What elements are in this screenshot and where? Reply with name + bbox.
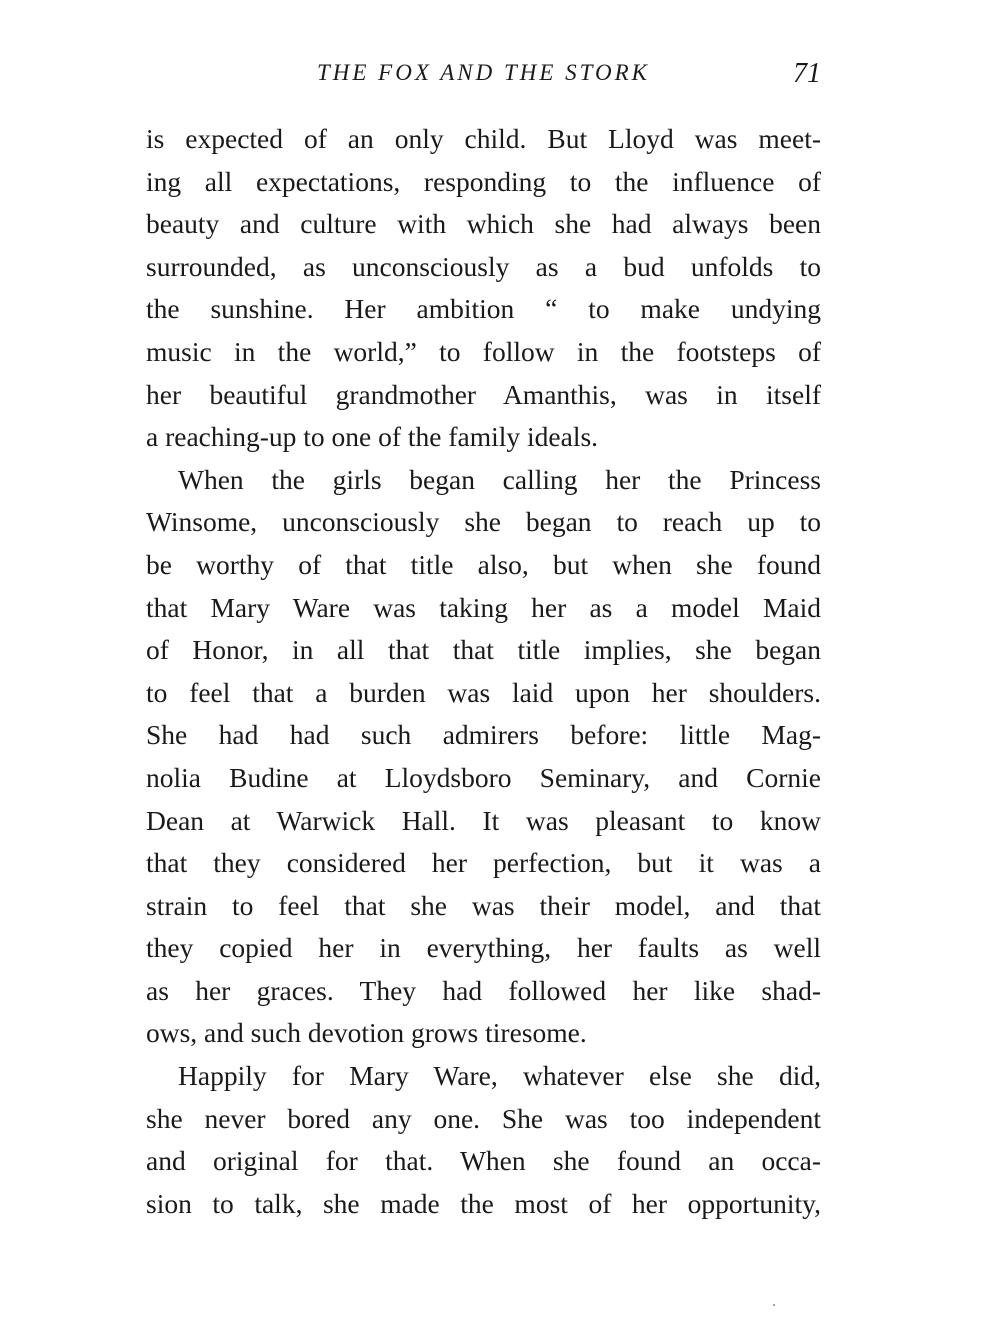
- text-line: the sunshine. Her ambition “ to make undying: [146, 293, 821, 325]
- scan-speck: [773, 1304, 775, 1306]
- text-line: She had had such admirers before: little Mag-: [146, 719, 821, 751]
- paragraph-3: [146, 1055, 821, 1225]
- text-line: her beautiful grandmother Amanthis, was in itself: [146, 378, 821, 410]
- body-text: [146, 118, 821, 1225]
- text-line: to feel that a burden was laid upon her shoulders.: [146, 676, 821, 708]
- text-line: and original for that. When she found an occa-: [146, 1145, 821, 1177]
- text-line: ing all expectations, responding to the influence of: [146, 165, 821, 197]
- text-line: as her graces. They had followed her like shad-: [146, 974, 821, 1006]
- text-line: Dean at Warwick Hall. It was pleasant to know: [146, 804, 821, 836]
- running-head: [146, 58, 821, 98]
- text-line: sion to talk, she made the most of her opportunity,: [146, 1187, 821, 1219]
- text-line: a reaching-up to one of the family ideals.: [146, 421, 599, 453]
- text-line: strain to feel that she was their model, and that: [146, 889, 821, 921]
- text-line: Happily for Mary Ware, whatever else she did,: [178, 1060, 821, 1092]
- text-line: she never bored any one. She was too independent: [146, 1102, 821, 1134]
- running-title: THE FOX AND THE STORK: [316, 60, 651, 85]
- text-line: ows, and such devotion grows tiresome.: [146, 1017, 587, 1049]
- text-line: nolia Budine at Lloydsboro Seminary, and Cornie: [146, 761, 821, 793]
- text-line: that Mary Ware was taking her as a model Maid: [146, 591, 821, 623]
- text-line: is expected of an only child. But Lloyd was meet-: [146, 123, 821, 154]
- text-line: that they considered her perfection, but it was a: [146, 847, 821, 879]
- text-line: beauty and culture with which she had always been: [146, 208, 821, 240]
- text-line: of Honor, in all that that title implies, she began: [146, 634, 821, 666]
- text-line: When the girls began calling her the Princess: [178, 463, 821, 495]
- page-number: 71: [793, 58, 821, 89]
- text-line: they copied her in everything, her faults as well: [146, 932, 821, 964]
- text-line: music in the world,” to follow in the footsteps of: [146, 335, 821, 367]
- text-line: Winsome, unconsciously she began to reach up to: [146, 506, 821, 538]
- text-line: surrounded, as unconsciously as a bud unfolds to: [146, 250, 821, 282]
- text-line: be worthy of that title also, but when she found: [146, 548, 821, 580]
- paragraph-1: [146, 118, 821, 459]
- paragraph-2: [146, 459, 821, 1055]
